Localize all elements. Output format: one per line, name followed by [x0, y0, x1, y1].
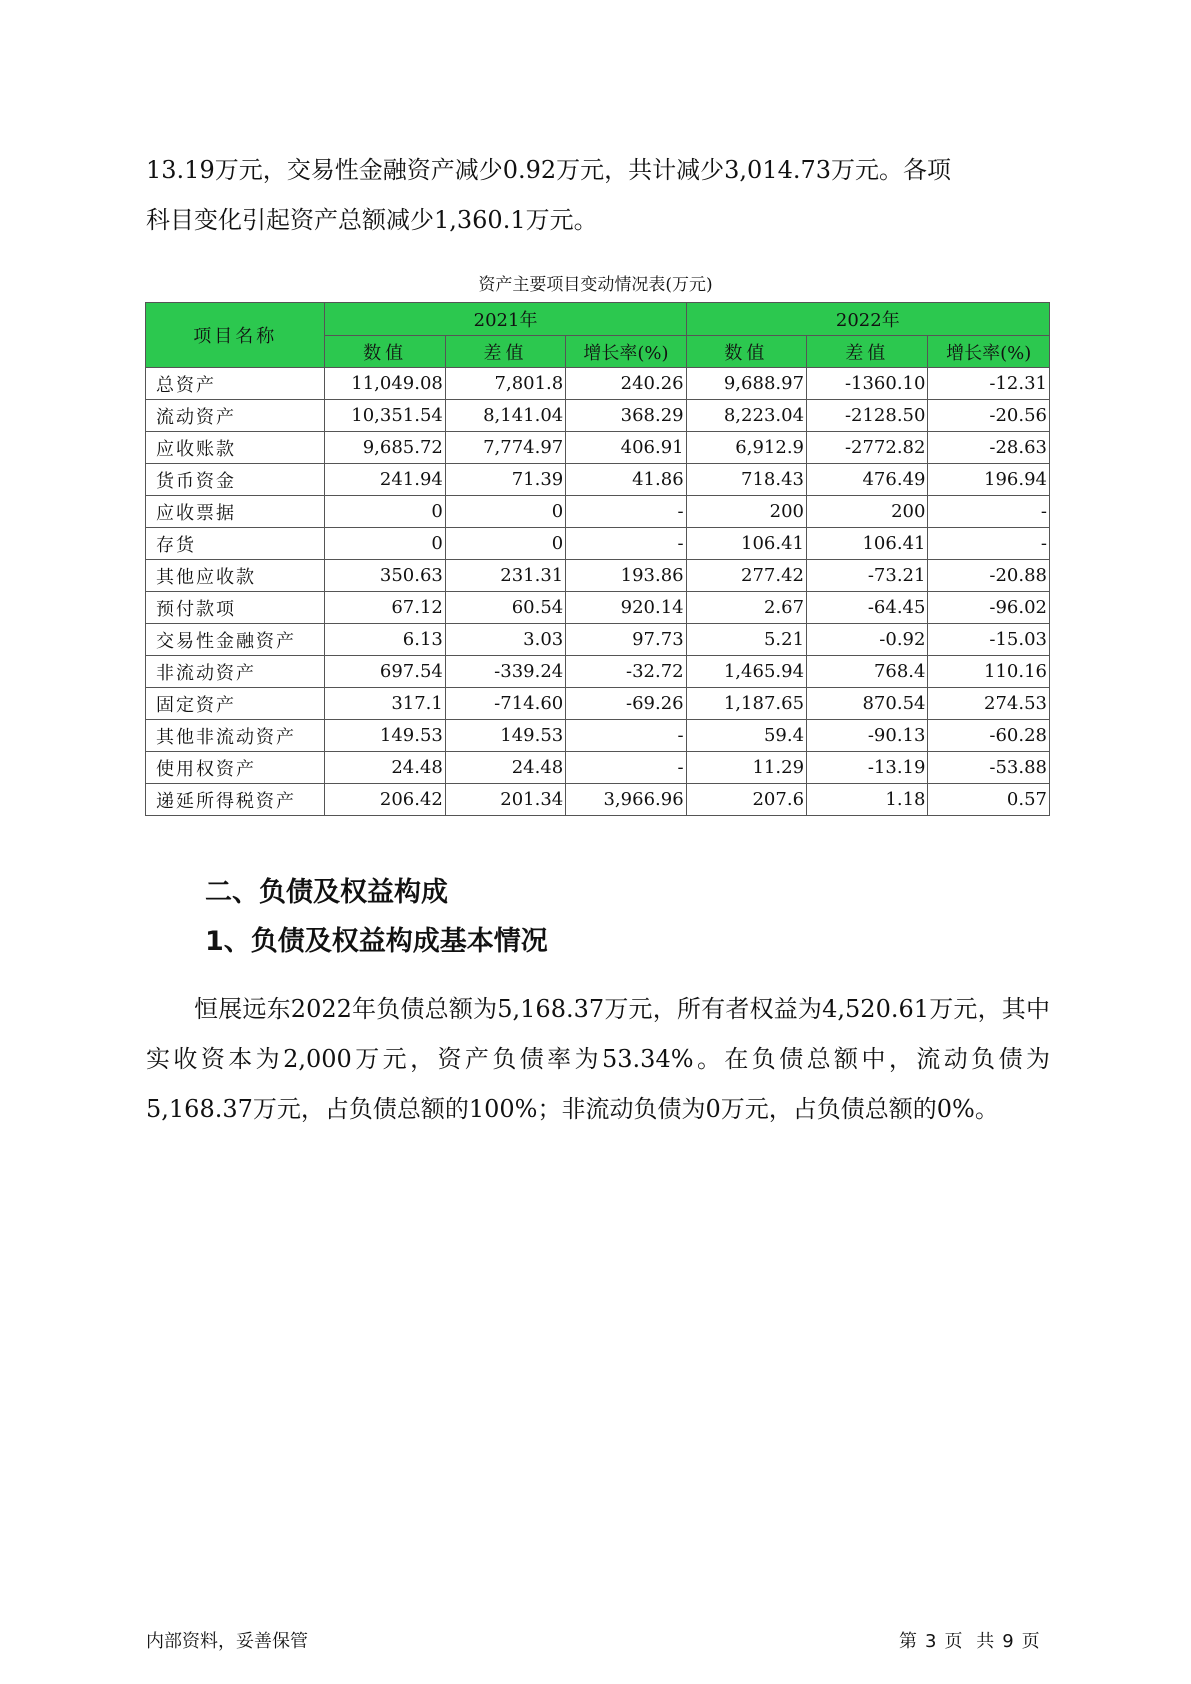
cell-2022-value: 1,187.65: [686, 688, 806, 720]
cell-2021-value: 149.53: [325, 720, 445, 752]
cell-2021-value: 9,685.72: [325, 432, 445, 464]
cell-2022-value: 5.21: [686, 624, 806, 656]
cell-2022-growth: -12.31: [928, 368, 1050, 400]
cell-2022-diff: 768.4: [807, 656, 928, 688]
table-header-row-years: [146, 303, 1050, 336]
cell-2022-growth: -96.02: [928, 592, 1050, 624]
cell-2021-diff: 149.53: [445, 720, 565, 752]
cell-2021-value: 67.12: [325, 592, 445, 624]
table-body: [146, 368, 1050, 816]
row-name: 流动资产: [146, 400, 325, 432]
cell-2022-value: 59.4: [686, 720, 806, 752]
cell-2021-diff: 0: [445, 496, 565, 528]
cell-2022-value: 207.6: [686, 784, 806, 816]
header-2021-growth: 增长率(%): [566, 336, 686, 368]
intro-line-2: 科目变化引起资产总额减少1,360.1万元。: [146, 206, 598, 234]
intro-line-1: 13.19万元，交易性金融资产减少0.92万元，共计减少3,014.73万元。各项: [146, 156, 952, 184]
cell-2021-diff: 8,141.04: [445, 400, 565, 432]
cell-2022-diff: -1360.10: [807, 368, 928, 400]
cell-2022-growth: 274.53: [928, 688, 1050, 720]
section-heading: 二、负债及权益构成: [205, 877, 448, 908]
cell-2021-value: 11,049.08: [325, 368, 445, 400]
cell-2022-growth: -: [928, 528, 1050, 560]
cell-2021-value: 24.48: [325, 752, 445, 784]
cell-2021-diff: -339.24: [445, 656, 565, 688]
cell-2021-value: 10,351.54: [325, 400, 445, 432]
table-row: [146, 656, 1050, 688]
table-row: [146, 400, 1050, 432]
cell-2022-diff: -90.13: [807, 720, 928, 752]
header-2021-diff: 差值: [445, 336, 565, 368]
cell-2021-growth: 41.86: [566, 464, 686, 496]
row-name: 交易性金融资产: [146, 624, 325, 656]
table-row: [146, 496, 1050, 528]
row-name: 递延所得税资产: [146, 784, 325, 816]
table-caption: 资产主要项目变动情况表(万元): [478, 275, 713, 295]
footer-page-number: 3: [925, 1631, 937, 1652]
table-row: [146, 560, 1050, 592]
cell-2021-growth: 193.86: [566, 560, 686, 592]
cell-2021-value: 317.1: [325, 688, 445, 720]
table-row: [146, 720, 1050, 752]
cell-2021-growth: -69.26: [566, 688, 686, 720]
table-header: [146, 303, 1050, 368]
cell-2021-growth: 3,966.96: [566, 784, 686, 816]
cell-2022-diff: -64.45: [807, 592, 928, 624]
cell-2021-value: 0: [325, 496, 445, 528]
cell-2022-value: 6,912.9: [686, 432, 806, 464]
row-name: 非流动资产: [146, 656, 325, 688]
cell-2022-diff: -2128.50: [807, 400, 928, 432]
cell-2021-diff: 60.54: [445, 592, 565, 624]
cell-2022-diff: -2772.82: [807, 432, 928, 464]
table-row: [146, 752, 1050, 784]
subsection-heading: 1、负债及权益构成基本情况: [205, 926, 548, 957]
header-2022-growth: 增长率(%): [928, 336, 1050, 368]
table-row: [146, 592, 1050, 624]
cell-2021-growth: -: [566, 720, 686, 752]
row-name: 其他非流动资产: [146, 720, 325, 752]
row-name: 固定资产: [146, 688, 325, 720]
cell-2021-diff: 3.03: [445, 624, 565, 656]
cell-2022-value: 2.67: [686, 592, 806, 624]
cell-2021-growth: -: [566, 496, 686, 528]
cell-2021-diff: 7,774.97: [445, 432, 565, 464]
cell-2022-growth: -15.03: [928, 624, 1050, 656]
table-row: [146, 784, 1050, 816]
table-row: [146, 688, 1050, 720]
asset-change-table: [145, 302, 1050, 816]
cell-2022-diff: -0.92: [807, 624, 928, 656]
row-name: 预付款项: [146, 592, 325, 624]
cell-2021-growth: -: [566, 528, 686, 560]
cell-2022-growth: -28.63: [928, 432, 1050, 464]
table-row: [146, 368, 1050, 400]
cell-2021-diff: 7,801.8: [445, 368, 565, 400]
cell-2021-growth: 920.14: [566, 592, 686, 624]
cell-2021-diff: 201.34: [445, 784, 565, 816]
cell-2022-diff: 200: [807, 496, 928, 528]
cell-2022-value: 718.43: [686, 464, 806, 496]
cell-2022-growth: 196.94: [928, 464, 1050, 496]
header-year-2022: 2022年: [686, 303, 1049, 336]
header-item-name: 项目名称: [146, 303, 325, 368]
intro-paragraph: [146, 145, 1050, 245]
cell-2021-diff: 24.48: [445, 752, 565, 784]
cell-2021-value: 697.54: [325, 656, 445, 688]
cell-2022-value: 106.41: [686, 528, 806, 560]
row-name: 使用权资产: [146, 752, 325, 784]
footer-total-label-pre: 共: [976, 1631, 995, 1652]
cell-2022-growth: -20.88: [928, 560, 1050, 592]
cell-2021-growth: -32.72: [566, 656, 686, 688]
footer-confidential-note: 内部资料，妥善保管: [146, 1631, 308, 1652]
cell-2022-value: 200: [686, 496, 806, 528]
cell-2022-value: 9,688.97: [686, 368, 806, 400]
cell-2021-growth: 406.91: [566, 432, 686, 464]
cell-2021-value: 6.13: [325, 624, 445, 656]
cell-2021-value: 206.42: [325, 784, 445, 816]
row-name: 应收票据: [146, 496, 325, 528]
cell-2021-value: 0: [325, 528, 445, 560]
header-year-2021: 2021年: [325, 303, 686, 336]
row-name: 应收账款: [146, 432, 325, 464]
cell-2022-diff: -13.19: [807, 752, 928, 784]
cell-2021-value: 241.94: [325, 464, 445, 496]
cell-2021-growth: 240.26: [566, 368, 686, 400]
cell-2022-diff: 476.49: [807, 464, 928, 496]
cell-2021-growth: -: [566, 752, 686, 784]
footer-page-label-mid: 页: [944, 1631, 963, 1652]
cell-2021-diff: -714.60: [445, 688, 565, 720]
footer-total-label-post: 页: [1021, 1631, 1040, 1652]
cell-2022-diff: 870.54: [807, 688, 928, 720]
cell-2022-growth: -53.88: [928, 752, 1050, 784]
footer-page-label-pre: 第: [899, 1631, 917, 1652]
table-row: [146, 464, 1050, 496]
header-2021-value: 数值: [325, 336, 445, 368]
table-row: [146, 528, 1050, 560]
cell-2022-growth: -20.56: [928, 400, 1050, 432]
cell-2022-growth: 110.16: [928, 656, 1050, 688]
row-name: 货币资金: [146, 464, 325, 496]
cell-2022-value: 1,465.94: [686, 656, 806, 688]
cell-2022-value: 8,223.04: [686, 400, 806, 432]
cell-2022-growth: -: [928, 496, 1050, 528]
cell-2022-diff: 1.18: [807, 784, 928, 816]
footer-total-pages: 9: [1002, 1631, 1014, 1652]
header-2022-diff: 差值: [807, 336, 928, 368]
table-row: [146, 624, 1050, 656]
row-name: 总资产: [146, 368, 325, 400]
summary-paragraph: 恒展远东2022年负债总额为5,168.37万元，所有者权益为4,520.61万元，其中实收资本为2,000万元，资产负债率为53.34%。在负债总额中，流动负债为5,168.37万元，占负债总额的100%；非流动负债为0万元，占负债总额的0%。: [146, 995, 1050, 1123]
header-2022-value: 数值: [686, 336, 806, 368]
cell-2021-value: 350.63: [325, 560, 445, 592]
cell-2021-diff: 231.31: [445, 560, 565, 592]
cell-2021-diff: 71.39: [445, 464, 565, 496]
cell-2022-diff: -73.21: [807, 560, 928, 592]
cell-2022-value: 11.29: [686, 752, 806, 784]
table-row: [146, 432, 1050, 464]
cell-2022-diff: 106.41: [807, 528, 928, 560]
footer-page-info: [895, 1628, 1044, 1656]
cell-2022-growth: -60.28: [928, 720, 1050, 752]
cell-2022-value: 277.42: [686, 560, 806, 592]
cell-2021-growth: 97.73: [566, 624, 686, 656]
cell-2021-growth: 368.29: [566, 400, 686, 432]
cell-2022-growth: 0.57: [928, 784, 1050, 816]
row-name: 存货: [146, 528, 325, 560]
cell-2021-diff: 0: [445, 528, 565, 560]
row-name: 其他应收款: [146, 560, 325, 592]
